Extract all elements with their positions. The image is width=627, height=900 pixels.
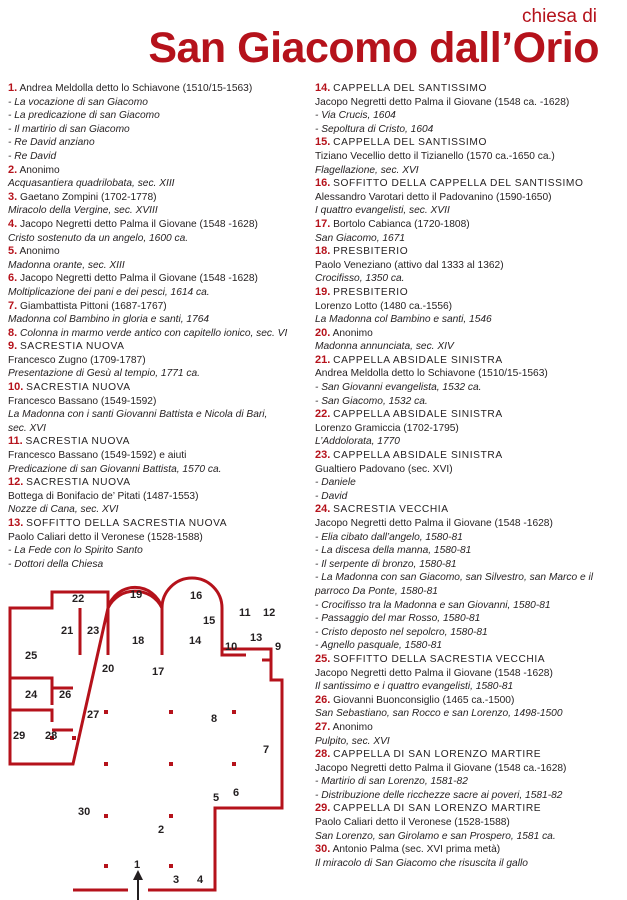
legend-artist: Jacopo Negretti detto Palma il Giovane (1548 ca.-1628)	[315, 762, 567, 774]
legend-artist: Tiziano Vecellio detto il Tizianello (1570 ca.-1650 ca.)	[315, 150, 555, 162]
legend-artwork: - Sepoltura di Cristo, 1604	[315, 123, 434, 135]
legend-entry	[315, 408, 623, 449]
legend-entry	[8, 381, 308, 435]
legend-artwork: - Passaggio del mar Rosso, 1580-81	[315, 613, 481, 625]
legend-entry-heading	[8, 245, 308, 259]
legend-entry-number: 16.	[315, 177, 331, 190]
legend-artwork: - La Fede con lo Spirito Santo	[8, 545, 143, 557]
legend-entry-number: 2.	[8, 163, 18, 176]
legend-entry	[315, 354, 623, 408]
legend-entry	[8, 327, 308, 341]
legend-entry-heading	[315, 449, 623, 463]
legend-entry	[315, 327, 623, 354]
legend-entry-heading	[315, 748, 623, 762]
legend-artwork: Cristo sostenuto da un angelo, 1600 ca.	[8, 232, 189, 244]
legend-entry-number: 27.	[315, 720, 331, 733]
legend-entry	[8, 300, 308, 327]
legend-artwork: Predicazione di san Giovanni Battista, 1570 ca.	[8, 463, 222, 475]
plan-label-19: 19	[130, 589, 143, 601]
legend-artwork: I quattro evangelisti, sec. XVII	[315, 205, 450, 217]
legend-artist: Jacopo Negretti detto Palma il Giovane (1548 -1628)	[315, 667, 553, 679]
legend-artwork: L’Addolorata, 1770	[315, 436, 400, 448]
legend-entry-number: 28.	[315, 748, 331, 761]
plan-label-16: 16	[190, 590, 203, 602]
plan-label-9: 9	[275, 641, 282, 653]
column-marker	[104, 864, 108, 868]
plan-label-5: 5	[213, 792, 220, 804]
legend-entry-number: 25.	[315, 652, 331, 665]
legend-entry-number: 9.	[8, 340, 18, 353]
legend-artist: Francesco Bassano (1549-1592)	[8, 395, 157, 407]
legend-artist: Lorenzo Lotto (1480 ca.-1556)	[315, 300, 453, 312]
legend-entry	[8, 272, 308, 299]
legend-entry-number: 14.	[315, 82, 331, 94]
legend-location: SACRESTIA NUOVA	[20, 341, 125, 353]
column-marker	[169, 814, 173, 818]
legend-entry	[8, 435, 308, 476]
plan-label-18: 18	[132, 635, 145, 647]
legend-artist: Jacopo Negretti detto Palma il Giovane (1548 -1628)	[20, 218, 258, 230]
legend-location: PRESBITERIO	[333, 246, 409, 258]
legend-entry-number: 7.	[8, 299, 18, 312]
column-marker	[169, 710, 173, 714]
legend-artwork: San Giacomo, 1671	[315, 232, 406, 244]
legend-entry-heading	[8, 82, 308, 96]
legend-entry-number: 12.	[8, 476, 24, 489]
legend-artwork: Il miracolo di San Giacomo che risuscita il gallo	[315, 857, 528, 869]
legend-artwork: Acquasantiera quadrilobata, sec. XIII	[8, 178, 175, 190]
plan-label-12: 12	[263, 607, 276, 619]
plan-label-3: 3	[173, 874, 180, 886]
legend-entry-heading	[8, 340, 308, 354]
legend-entry-heading	[8, 476, 308, 490]
legend-entry-number: 6.	[8, 272, 18, 285]
column-marker	[104, 710, 108, 714]
legend-entry-heading	[315, 354, 623, 368]
plan-label-11: 11	[239, 607, 251, 619]
legend-location: CAPPELLA DEL SANTISSIMO	[333, 137, 487, 149]
legend-entry-number: 13.	[8, 517, 24, 529]
legend-artist: Gualtiero Padovano (sec. XVI)	[315, 463, 453, 475]
legend-entry	[8, 245, 308, 272]
legend-entry-heading	[8, 164, 308, 178]
plan-label-4: 4	[197, 874, 204, 886]
floor-plan-svg	[0, 570, 310, 900]
plan-labels	[13, 589, 281, 886]
legend-artwork: - La predicazione di san Giacomo	[8, 110, 160, 122]
column-marker	[104, 814, 108, 818]
legend-artwork: - Re David	[8, 150, 57, 162]
legend-location: CAPPELLA DEL SANTISSIMO	[333, 83, 487, 94]
legend-location: SACRESTIA NUOVA	[26, 382, 131, 394]
legend-artwork: San Lorenzo, san Girolamo e san Prospero, 1581 ca.	[315, 830, 556, 842]
plan-label-8: 8	[211, 713, 218, 725]
legend-entry	[315, 218, 623, 245]
legend-location: SACRESTIA VECCHIA	[333, 504, 449, 516]
legend-location: CAPPELLA DI SAN LORENZO MARTIRE	[333, 803, 542, 815]
plan-label-23: 23	[87, 625, 100, 637]
legend-entry-number: 23.	[315, 449, 331, 462]
legend-entry-heading	[315, 721, 623, 735]
legend-artwork: Moltiplicazione dei pani e dei pesci, 1614 ca.	[8, 286, 210, 298]
plan-label-28: 28	[45, 730, 58, 742]
column-marker	[232, 710, 236, 714]
legend-artwork: - Martirio di san Lorenzo, 1581-82	[315, 776, 468, 788]
legend-artist: Bottega di Bonifacio de’ Pitati (1487-1553)	[8, 490, 199, 502]
legend-entry	[315, 177, 623, 218]
legend-location: SOFFITTO DELLA SACRESTIA VECCHIA	[333, 653, 546, 665]
legend-artist: Lorenzo Gramiccia (1702-1795)	[315, 422, 459, 434]
plan-label-20: 20	[102, 663, 115, 675]
legend-artwork: - Daniele	[315, 477, 356, 489]
legend-entry-heading	[8, 300, 308, 314]
legend-artwork: parroco Da Ponte, 1580-81	[315, 585, 438, 597]
legend-entry-number: 21.	[315, 353, 331, 366]
legend-artwork: - Via Crucis, 1604	[315, 110, 396, 122]
legend-artwork: Pulpito, sec. XVI	[315, 735, 390, 747]
legend-artist: Paolo Caliari detto il Veronese (1528-1588)	[8, 531, 203, 543]
legend-artwork: Madonna orante, sec. XIII	[8, 259, 125, 271]
legend-right-column	[315, 82, 623, 870]
legend-entry-number: 3.	[8, 190, 18, 203]
legend-entry-number: 17.	[315, 217, 331, 230]
legend-artist: Jacopo Negretti detto Palma il Giovane (1548 ca. -1628)	[315, 96, 570, 108]
legend-entry	[315, 449, 623, 503]
legend-artwork: La Madonna con i santi Giovanni Battista e Nicola di Bari,	[8, 409, 268, 421]
legend-entry	[8, 218, 308, 245]
legend-location: SOFFITTO DELLA SACRESTIA NUOVA	[26, 518, 228, 529]
legend-entry-heading	[315, 802, 623, 816]
legend-artist: Francesco Bassano (1549-1592) e aiuti	[8, 450, 187, 462]
legend-entry-heading	[315, 694, 623, 708]
legend-artwork: Presentazione di Gesù al tempio, 1771 ca.	[8, 368, 200, 380]
plan-label-29: 29	[13, 730, 26, 742]
column-marker	[104, 762, 108, 766]
legend-entry	[315, 286, 623, 327]
legend-artwork: - Distribuzione delle ricchezze sacre ai poveri, 1581-82	[315, 789, 563, 801]
legend-artwork: Nozze di Cana, sec. XVI	[8, 504, 119, 516]
legend-artist: Andrea Meldolla detto lo Schiavone (1510/15-1563)	[315, 368, 548, 380]
legend-entry-number: 15.	[315, 136, 331, 149]
legend-artwork: - La vocazione di san Giacomo	[8, 96, 148, 108]
legend-artwork: sec. XVI	[8, 422, 46, 434]
legend-entry	[8, 340, 308, 381]
legend-entry-number: 11.	[8, 435, 23, 448]
legend-artwork: San Sebastiano, san Rocco e san Lorenzo, 1498-1500	[315, 708, 563, 720]
legend-artwork: La Madonna col Bambino e santi, 1546	[315, 314, 492, 326]
legend-location: SACRESTIA NUOVA	[26, 477, 131, 489]
legend-entry-heading	[8, 435, 308, 449]
plan-label-27: 27	[87, 709, 100, 721]
legend-entry-heading	[315, 82, 623, 96]
legend-artist: Giovanni Buonconsiglio (1465 ca.-1500)	[333, 694, 515, 706]
legend-entry-number: 22.	[315, 408, 331, 421]
legend-location: CAPPELLA DI SAN LORENZO MARTIRE	[333, 749, 542, 761]
legend-entry	[315, 82, 623, 136]
plan-label-24: 24	[25, 689, 38, 701]
legend-artwork: Il santissimo e i quattro evangelisti, 1580-81	[315, 681, 514, 693]
column-marker	[232, 762, 236, 766]
legend-artwork: - Il serpente di bronzo, 1580-81	[315, 558, 457, 570]
plan-left-chapels	[10, 678, 73, 730]
legend-entry-heading	[8, 272, 308, 286]
legend-artwork: - Elia cibato dall’angelo, 1580-81	[315, 531, 463, 543]
legend-artwork: - La discesa della manna, 1580-81	[315, 545, 472, 557]
legend-artist: Anonimo	[332, 327, 373, 339]
plan-label-14: 14	[189, 635, 202, 647]
column-marker	[169, 762, 173, 766]
plan-label-10: 10	[225, 641, 238, 653]
legend-entry-heading	[315, 653, 623, 667]
legend-artwork: - San Giacomo, 1532 ca.	[315, 395, 428, 407]
legend-entry	[315, 245, 623, 286]
legend-entry-heading	[8, 517, 308, 531]
plan-label-21: 21	[61, 625, 74, 637]
legend-artwork: - David	[315, 490, 348, 502]
column-marker	[169, 864, 173, 868]
legend-entry-number: 1.	[8, 82, 18, 94]
legend-artwork: - Crocifisso tra la Madonna e san Giovanni, 1580-81	[315, 599, 551, 611]
legend-artist: Paolo Caliari detto il Veronese (1528-1588)	[315, 817, 510, 829]
plan-label-7: 7	[263, 744, 270, 756]
legend-entry-number: 20.	[315, 326, 331, 339]
legend-entry	[8, 191, 308, 218]
legend-entry-heading	[8, 191, 308, 205]
legend-artwork: Madonna annunciata, sec. XIV	[315, 341, 454, 353]
legend-artwork: Madonna col Bambino in gloria e santi, 1764	[8, 314, 210, 326]
legend-entry-heading	[315, 327, 623, 341]
legend-artwork: - Cristo deposto nel sepolcro, 1580-81	[315, 626, 488, 638]
legend-entry-number: 5.	[8, 245, 18, 258]
legend-location: CAPPELLA ABSIDALE SINISTRA	[333, 354, 503, 366]
legend-entry-heading	[315, 136, 623, 150]
page-title: San Giacomo dall’Orio	[148, 24, 599, 72]
plan-label-15: 15	[203, 615, 216, 627]
legend-artist: Francesco Zugno (1709-1787)	[8, 354, 146, 366]
plan-columns	[50, 710, 236, 868]
legend-artwork: - San Giovanni evangelista, 1532 ca.	[315, 382, 482, 394]
legend-artist: Jacopo Negretti detto Palma il Giovane (1548 -1628)	[20, 273, 258, 285]
legend-artwork: - Agnello pasquale, 1580-81	[315, 640, 443, 652]
legend-entry	[315, 694, 623, 721]
legend-entry	[8, 164, 308, 191]
legend-entry-heading	[315, 503, 623, 517]
legend-artwork: Crocifisso, 1350 ca.	[315, 273, 405, 285]
legend-entry-heading	[8, 218, 308, 232]
legend-entry-heading	[315, 843, 623, 857]
plan-label-2: 2	[158, 824, 165, 836]
legend-entry-heading	[8, 381, 308, 395]
plan-label-25: 25	[25, 650, 38, 662]
legend-entry-number: 8.	[8, 326, 18, 339]
legend-left-column	[8, 82, 308, 571]
legend-location: PRESBITERIO	[333, 286, 409, 298]
legend-entry-number: 4.	[8, 217, 18, 230]
legend-entry-number: 18.	[315, 245, 331, 258]
legend-artist: Anonimo	[332, 721, 373, 733]
plan-label-26: 26	[59, 689, 72, 701]
legend-location: CAPPELLA ABSIDALE SINISTRA	[333, 409, 503, 421]
legend-entry	[315, 843, 623, 870]
legend-artist: Anonimo	[19, 246, 60, 258]
legend-entry	[8, 517, 308, 571]
legend-entry	[8, 476, 308, 517]
legend-entry-heading	[315, 218, 623, 232]
plan-label-6: 6	[233, 787, 240, 799]
legend-artwork: - La Madonna con san Giacomo, san Silvestro, san Marco e il	[315, 572, 594, 584]
church-floor-plan	[0, 570, 310, 900]
plan-label-1: 1	[134, 859, 141, 871]
legend-entry-heading	[315, 408, 623, 422]
legend-entry	[315, 503, 623, 653]
legend-artist: Giambattista Pittoni (1687-1767)	[20, 300, 167, 312]
legend-artist: Antonio Palma (sec. XVI prima metà)	[332, 844, 501, 856]
legend-location: SACRESTIA NUOVA	[25, 436, 131, 448]
legend-entry-heading	[8, 327, 308, 341]
legend-entry-heading	[315, 286, 623, 300]
legend-entry	[315, 748, 623, 802]
legend-artist: Alessandro Varotari detto il Padovanino (1590-1650)	[315, 191, 552, 203]
legend-artist: Anonimo	[19, 164, 60, 176]
legend-entry-number: 26.	[315, 693, 331, 706]
legend-entry-number: 19.	[315, 285, 331, 298]
plan-label-17: 17	[152, 666, 165, 678]
column-marker	[72, 736, 76, 740]
header-subtitle: chiesa di	[522, 6, 597, 27]
legend-entry-heading	[315, 177, 623, 191]
legend-entry	[315, 136, 623, 177]
legend-artwork: - Dottori della Chiesa	[8, 558, 104, 570]
legend-entry-number: 30.	[315, 843, 331, 856]
plan-label-13: 13	[250, 632, 263, 644]
legend-artist: Bortolo Cabianca (1720-1808)	[333, 218, 470, 230]
legend-artist: Jacopo Negretti detto Palma il Giovane (1548 -1628)	[315, 518, 553, 529]
plan-label-30: 30	[78, 806, 91, 818]
legend-entry-number: 10.	[8, 381, 24, 394]
legend-entry	[8, 82, 308, 164]
legend-location: CAPPELLA ABSIDALE SINISTRA	[333, 450, 503, 462]
plan-label-22: 22	[72, 593, 85, 605]
entrance-arrow-icon	[133, 870, 143, 900]
legend-artwork: Flagellazione, sec. XVI	[315, 164, 419, 176]
legend-artwork: Miracolo della Vergine, sec. XVIII	[8, 205, 158, 217]
legend-artist: Colonna in marmo verde antico con capitello ionico, sec. VI	[20, 327, 288, 339]
legend-entry	[315, 653, 623, 694]
legend-entry-heading	[315, 245, 623, 259]
legend-entry-number: 29.	[315, 802, 331, 815]
legend-entry	[315, 721, 623, 748]
legend-entry-number: 24.	[315, 503, 331, 516]
legend-location: SOFFITTO DELLA CAPPELLA DEL SANTISSIMO	[333, 178, 584, 190]
legend-artwork: - Re David anziano	[8, 137, 95, 149]
legend-artist: Paolo Veneziano (attivo dal 1333 al 1362)	[315, 259, 504, 271]
legend-artist: Andrea Meldolla detto lo Schiavone (1510/15-1563)	[19, 83, 253, 94]
legend-artwork: - Il martirio di san Giacomo	[8, 123, 130, 135]
legend-artist: Gaetano Zompini (1702-1778)	[20, 191, 157, 203]
legend-entry	[315, 802, 623, 843]
